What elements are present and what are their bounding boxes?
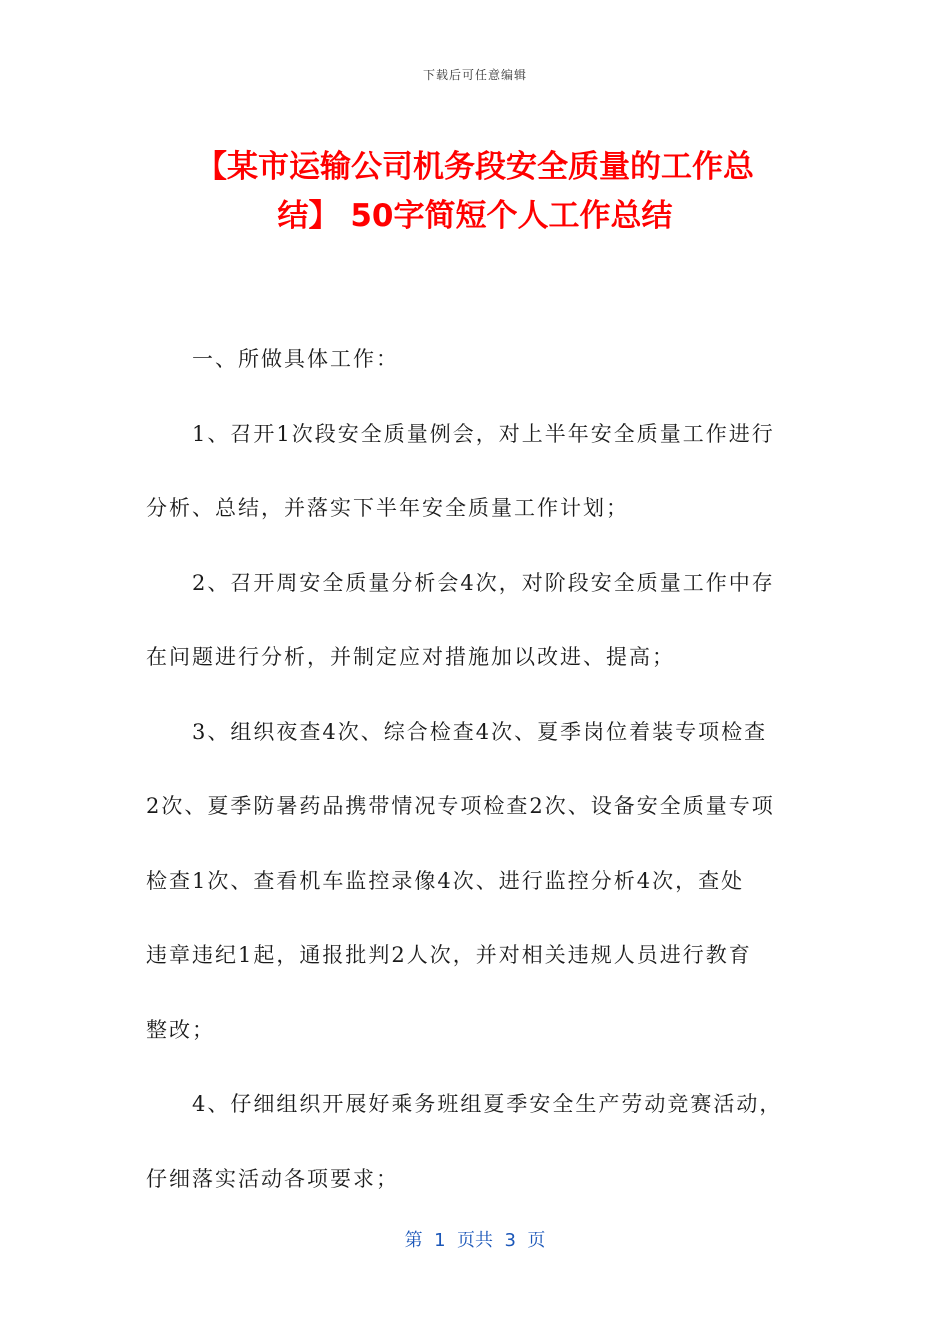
body-line: 4、仔细组织开展好乘务班组夏季安全生产劳动竞赛活动， [192, 1092, 783, 1116]
body-line: 一、所做具体工作： [192, 347, 399, 371]
document-title [150, 143, 800, 241]
body-line: 检查1次、查看机车监控录像4次、进行监控分析4次，查处 [146, 868, 745, 893]
body-line: 仔细落实活动各项要求； [146, 1166, 399, 1191]
title-line-1: 【某市运输公司机务段安全质量的工作总 [196, 149, 754, 185]
body-line: 在问题进行分析，并制定应对措施加以改进、提高； [146, 645, 675, 669]
body-line: 2次、夏季防暑药品携带情况专项检查2次、设备安全质量专项 [146, 794, 775, 818]
document-body [146, 322, 811, 1216]
body-line: 3、组织夜查4次、综合检查4次、夏季岗位着装专项检查 [192, 719, 768, 744]
page-number: 第 1 页共 3 页 [404, 1230, 546, 1251]
title-line-2: 结】 50字简短个人工作总结 [277, 198, 673, 234]
body-line: 分析、总结，并落实下半年安全质量工作计划； [146, 496, 629, 520]
body-line: 1、召开1次段安全质量例会，对上半年安全质量工作进行 [192, 421, 775, 446]
body-line: 违章违纪1起，通报批判2人次，并对相关违规人员进行教育 [146, 943, 752, 967]
body-line: 整改； [146, 1017, 215, 1042]
body-line: 2、召开周安全质量分析会4次，对阶段安全质量工作中存 [192, 570, 775, 595]
header-note: 下载后可任意编辑 [422, 68, 527, 82]
